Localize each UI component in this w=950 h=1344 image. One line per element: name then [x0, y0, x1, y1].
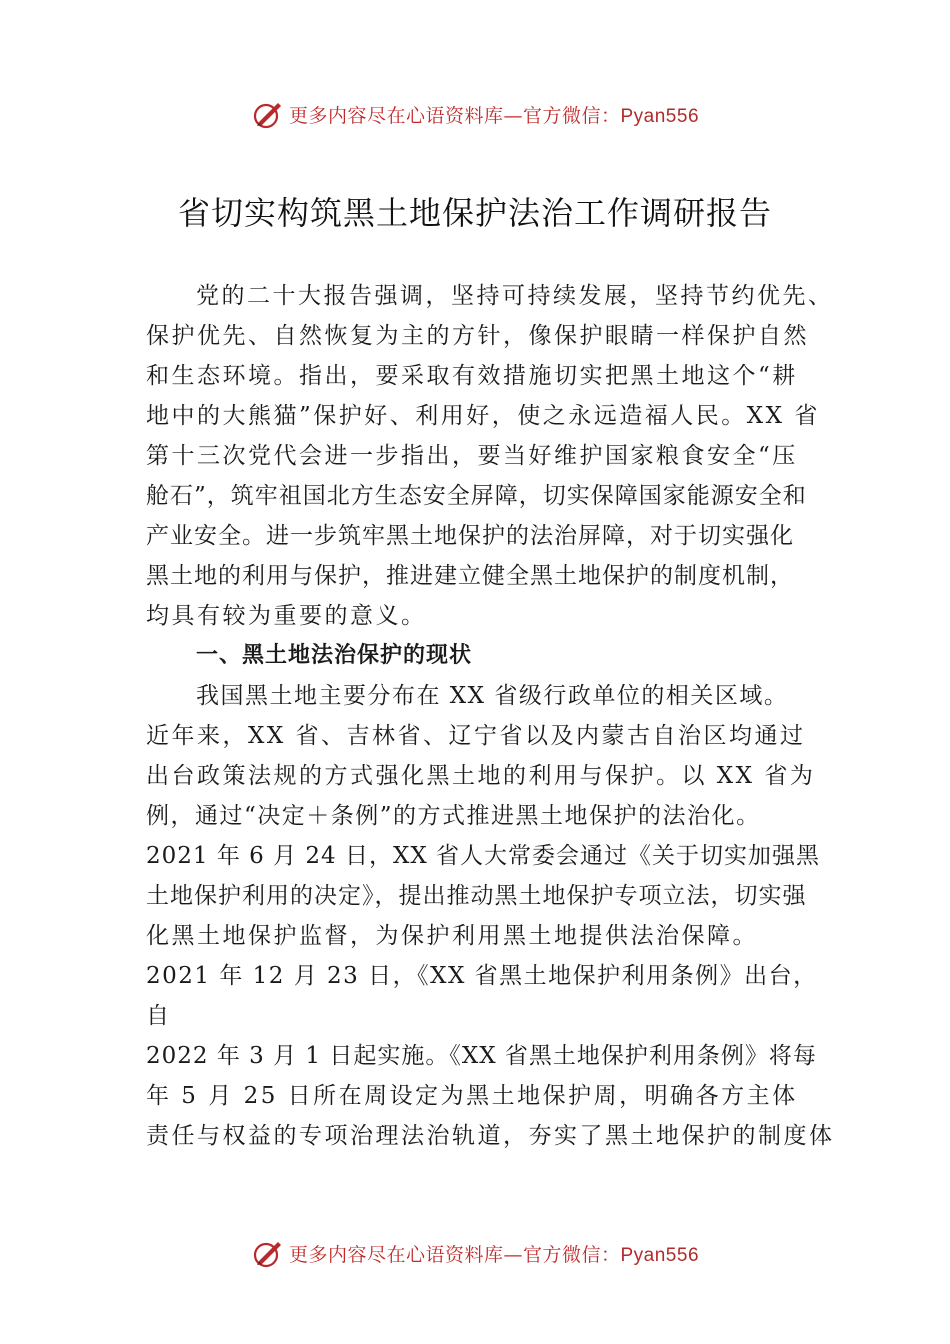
paragraph-line: 产业安全。进一步筑牢黑土地保护的法治屏障，对于切实强化: [146, 523, 794, 549]
header-wechat-id: Pyan556: [620, 105, 700, 127]
page-title: 省切实构筑黑土地保护法治工作调研报告: [177, 194, 772, 232]
header-banner: [0, 94, 950, 134]
paragraph-line: 党的二十大报告强调，坚持可持续发展，坚持节约优先、: [196, 283, 834, 309]
paragraph-line: 和生态环境。指出，要采取有效措施切实把黑土地这个“耕: [146, 363, 798, 389]
paragraph-line: 自: [146, 1003, 172, 1029]
document-body: [146, 276, 835, 1156]
paragraph-line: 例，通过“决定＋条例”的方式推进黑土地保护的法治化。: [146, 803, 761, 829]
section-heading: 一、黑土地法治保护的现状: [196, 643, 473, 668]
paragraph-line: 化黑土地保护监督，为保护利用黑土地提供法治保障。: [146, 923, 758, 949]
paragraph-line: 2021 年 12 月 23 日，《XX 省黑土地保护利用条例》出台，: [146, 963, 818, 989]
paragraph-line: 近年来，XX 省、吉林省、辽宁省以及内蒙古自治区均通过: [146, 723, 806, 749]
paragraph-line: 保护优先、自然恢复为主的方针，像保护眼睛一样保护自然: [146, 323, 809, 349]
paragraph-line: 年 5 月 25 日所在周设定为黑土地保护周，明确各方主体: [146, 1083, 798, 1109]
paragraph-line: 我国黑土地主要分布在 XX 省级行政单位的相关区域。: [196, 683, 789, 709]
paragraph-line: 责任与权益的专项治理法治轨道，夯实了黑土地保护的制度体: [146, 1123, 835, 1149]
footer-banner-text: 更多内容尽在心语资料库—官方微信：Pyan556: [288, 1243, 700, 1266]
header-banner-text: 更多内容尽在心语资料库—官方微信：Pyan556: [288, 104, 700, 127]
footer-banner: [0, 1233, 950, 1273]
paragraph-line: 第十三次党代会进一步指出，要当好维护国家粮食安全“压: [146, 443, 798, 469]
paragraph-line: 舱石”，筑牢祖国北方生态安全屏障，切实保障国家能源安全和: [146, 483, 807, 509]
paragraph-line: 地中的大熊猫”保护好、利用好，使之永远造福人民。XX 省: [146, 403, 820, 429]
paragraph-line: 土地保护利用的决定》，提出推动黑土地保护专项立法，切实强: [146, 883, 807, 909]
paragraph-line: 2022 年 3 月 1 日起实施。《XX 省黑土地保护利用条例》将每: [146, 1043, 817, 1069]
footer-wechat-id: Pyan556: [620, 1244, 700, 1266]
paragraph-line: 2021 年 6 月 24 日，XX 省人大常委会通过《关于切实加强黑: [146, 843, 821, 869]
paragraph-line: 黑土地的利用与保护，推进建立健全黑土地保护的制度机制，: [146, 563, 794, 589]
pen-logo-icon: [251, 97, 285, 131]
pen-logo-icon: [251, 1236, 285, 1270]
paragraph-line: 出台政策法规的方式强化黑土地的利用与保护。以 XX 省为: [146, 763, 816, 789]
paragraph-line: 均具有较为重要的意义。: [146, 603, 427, 629]
